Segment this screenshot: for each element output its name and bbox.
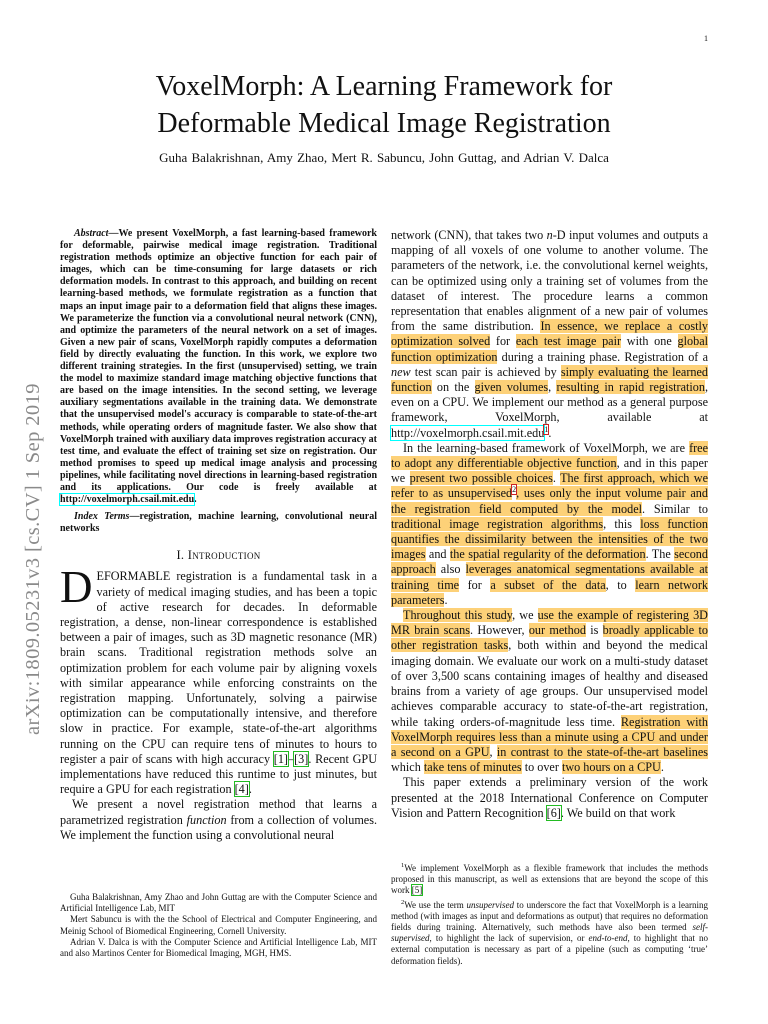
intro-text: . Recent GPU implementations have reduced this runtime to just minutes, but require a GPU for each registration: [60, 751, 377, 797]
body-text: This paper extends a preliminary version of the work presented at the 2018 International Conference on Computer Vision and Pattern Recognition: [391, 775, 708, 820]
body-text: to over: [521, 760, 562, 775]
emphasis-text: new: [391, 364, 411, 379]
highlight: loss function quantifies the dissimilarity between the intensities of the two images: [391, 516, 708, 562]
intro-text: We present a novel registration method that learns a parametrized registration: [60, 797, 377, 827]
highlight: learn network parameters: [391, 577, 708, 607]
footnote-text: to underscore the fact that VoxelMorph is a learning method (with images as input and deformations as output) that requires no deformation fields during training. Alternatively, such methods have also been termed: [391, 899, 708, 933]
body-text: , even on a CPU. We implement our method as a general purpose framework, VoxelMorph, available at: [391, 380, 708, 425]
highlight: , uses only the input volume pair and the registration field computed by the model: [391, 486, 708, 516]
body-text: , to: [605, 577, 636, 592]
highlight: our method: [528, 623, 586, 638]
body-text: which: [391, 760, 424, 775]
affiliation-note: Mert Sabuncu is with the the School of Electrical and Computer Engineering, and Meinig School of Biomedical Engineering, Cornell University.: [60, 914, 377, 936]
body-text: .: [444, 592, 448, 607]
affiliation-footnotes: [60, 892, 377, 959]
abstract-label: Abstract: [74, 228, 109, 239]
highlight: The first approach, which we refer to as unsupervised: [391, 471, 709, 501]
intro-text: EFORMABLE registration is a fundamental task in a variety of medical imaging studies, and has been a topic of active research for decades. In deformable registration, a dense, non-linear correspondence is established between a pair of images, such as 3D magnetic resonance (MR) brain scans. Traditional registration methods solve an optimization problem for each volume pair by aligning voxels with similar appearance while enforcing constraints on the registration mapping. Unfortunately, solving a pairwise optimization can be computationally intensive, and therefore slow in practice. For example, state-of-the-art algorithms running on the CPU can require tens of minutes to hours to register a pair of scans with high accuracy: [60, 569, 377, 766]
highlight: each test image pair: [515, 334, 622, 349]
highlight: Registration with VoxelMorph requires less than a minute using a CPU and under a second on a GPU: [391, 714, 709, 759]
body-text: .: [548, 425, 552, 440]
footnote-marker[interactable]: 2: [512, 485, 517, 495]
project-url-link[interactable]: http://voxelmorph.csail.mit.edu: [391, 425, 545, 440]
body-text: ,: [489, 744, 497, 759]
intro-paragraph-6: [391, 775, 708, 821]
footnote-2: [391, 897, 708, 967]
intro-paragraph-3: [391, 228, 708, 441]
highlight: broadly applicable to other registration tasks: [391, 623, 708, 653]
left-column: [60, 228, 377, 843]
citation-link[interactable]: [4]: [234, 782, 249, 797]
citation-link[interactable]: [1]: [273, 751, 288, 766]
body-text: .: [552, 471, 561, 486]
intro-paragraph-2: [60, 797, 377, 843]
author-list: Guha Balakrishnan, Amy Zhao, Mert R. Sabuncu, John Guttag, and Adrian V. Dalca: [159, 150, 609, 165]
footnote-number: 2: [401, 898, 405, 906]
page-number: 1: [704, 34, 708, 43]
highlight: use the example of registering 3D MR brain scans: [391, 608, 708, 638]
citation-link[interactable]: [6]: [546, 805, 561, 820]
abstract: [60, 228, 377, 506]
body-text: . We build on that work: [560, 805, 676, 820]
intro-text: .: [248, 782, 252, 797]
body-text: on the: [431, 380, 475, 395]
highlight: In essence, we replace a costly optimization solved: [391, 319, 708, 349]
body-text: ,: [548, 380, 557, 395]
highlight: simply evaluating the learned function: [391, 364, 708, 395]
body-text: , both within and beyond the medical imaging domain. We evaluate our work on a multi-study dataset of over 3,500 scans containing images of healthy and diseased brains from a variety of age groups. Our unsupervised model achieves comparable accuracy to state-of-the-art registration, while taking orders-of-magnitude less time.: [391, 638, 708, 729]
index-terms-body: —registration, machine learning, convolutional neural networks: [60, 511, 377, 535]
body-text: is: [585, 623, 603, 638]
highlight: resulting in rapid registration: [556, 380, 705, 395]
emphasis-text: self-supervised: [391, 922, 708, 944]
body-text: test scan pair is achieved by: [410, 364, 561, 379]
highlight: global function optimization: [391, 334, 708, 364]
intro-paragraph-4: [391, 441, 708, 608]
citation-link[interactable]: [5]: [411, 885, 423, 896]
section-heading-introduction: [60, 548, 377, 563]
highlight: traditional image registration algorithms: [391, 516, 604, 531]
body-text: also: [435, 562, 466, 577]
footnote-number: 1: [401, 862, 405, 869]
index-terms: [60, 511, 377, 535]
footnote-text: We use the term: [404, 899, 467, 910]
citation-dash: –: [288, 751, 295, 766]
abstract-body: —We present VoxelMorph, a fast learning-based framework for deformable, pairwise medical image registration. Traditional registration methods optimize an objective function for each pair of images, which can be time-consuming for large datasets or rich deformation models. In contrast to this approach, and building on recent learning-based methods, we formulate registration as a function that maps an input image pair to a deformation field that aligns these images. We parameterize the function via a convolutional neural network (CNN), and optimize the parameters of the neural network on a set of images. Given a new pair of scans, VoxelMorph rapidly computes a deformation field by directly evaluating the function. In this work, we explore two different training strategies. In the first (unsupervised) setting, we train the model to maximize standard image matching objective functions that are based on the image intensities. In the second setting, we leverage auxiliary segmentations available in the training data. We demonstrate that the unsupervised model's accuracy is comparable to state-of-the-art methods, while operating orders of magnitude faster. We also show that VoxelMorph trained with auxiliary data improves registration accuracy at test time, and evaluate the effect of training set size on registration. Our method promises to speed up medical image analysis and processing pipelines, while facilitating novel directions in learning-based registration and its applications. Our code is freely available at: [60, 228, 377, 493]
body-text: , and in this paper we: [391, 456, 708, 486]
section-title: Introduction: [187, 548, 261, 563]
highlight: leverages anatomical segmentations available at training time: [391, 562, 708, 592]
body-text: .: [660, 760, 664, 775]
highlight: take tens of minutes: [423, 760, 522, 775]
footnote-1: [391, 860, 708, 897]
highlight: present two possible choices: [409, 471, 553, 486]
affiliation-note: Adrian V. Dalca is with the Computer Science and Artificial Intelligence Lab, MIT and also Martinos Center for Biomedical Imaging, MGH, HMS.: [60, 936, 377, 959]
emphasis-text: end-to-end: [588, 933, 628, 944]
arxiv-identifier-stamp: arXiv:1809.05231v3 [cs.CV] 1 Sep 2019: [22, 383, 44, 735]
affiliation-note: Guha Balakrishnan, Amy Zhao and John Guttag are with the Computer Science and Artificial Intelligence Lab, MIT: [60, 892, 377, 914]
intro-paragraph-1: [60, 562, 377, 797]
intro-paragraph-5: [391, 608, 708, 775]
body-text: -D input volumes and outputs a mapping of all voxels of one volume to another volume. The parameters of the network, i.e. the convolutional kernel weights, can be optimized using only a training set of volumes from the dataset of interest. The procedure learns a common representation that enables alignment of a new pair of volumes from the same distribution.: [391, 228, 709, 334]
highlight: in contrast to the state-of-the-art baselines: [496, 744, 708, 759]
emphasis-text: unsupervised: [466, 899, 515, 910]
code-url-link[interactable]: http://voxelmorph.csail.mit.edu: [60, 494, 195, 506]
footnote-text: , to highlight that no external computation is necessary as part of a pipeline (such as computing ‘true’ deformation fields).: [391, 933, 708, 966]
body-text: . The: [645, 547, 675, 562]
body-text: . Similar to: [642, 501, 708, 516]
right-column: [391, 228, 708, 821]
body-text: In the learning-based framework of VoxelMorph, we are: [403, 440, 690, 455]
body-text: . However,: [469, 623, 529, 638]
drop-cap: D: [60, 562, 93, 613]
intro-text: from a collection of volumes. We implement the function using a convolutional neural: [60, 812, 378, 842]
emphasis-text: function: [186, 812, 227, 827]
section-number: I.: [176, 548, 185, 563]
math-symbol: n: [546, 228, 553, 242]
highlight: two hours on a CPU: [561, 760, 661, 775]
highlight: free to adopt any differentiable objective function: [391, 440, 708, 471]
body-text: and: [425, 547, 450, 562]
title-line-2: Deformable Medical Image Registration: [157, 108, 611, 139]
footnote-text: , to highlight the lack of supervision, or: [429, 933, 589, 944]
highlight: given volumes: [474, 380, 549, 395]
abstract-end: .: [194, 494, 197, 506]
highlight: Throughout this study: [403, 608, 513, 623]
body-text: with one: [621, 334, 678, 349]
footnote-text: We implement VoxelMorph as a flexible framework that includes the methods proposed in this manuscript, as well as extensions that are beyond the scope of this work: [391, 863, 708, 896]
highlight: second approach: [391, 547, 708, 577]
footnote-marker[interactable]: 1: [544, 424, 549, 434]
body-text: for: [459, 577, 491, 592]
index-terms-label: Index Terms: [74, 511, 130, 523]
body-text: during a training phase. Registration of a: [497, 349, 708, 364]
body-text: for: [490, 334, 516, 349]
title-line-1: VoxelMorph: A Learning Framework for: [155, 71, 613, 102]
body-text: network (CNN), that takes two: [391, 228, 547, 242]
page-footnotes: [391, 860, 708, 967]
highlight: the spatial regularity of the deformation: [449, 547, 646, 562]
highlight: a subset of the data: [490, 577, 606, 592]
body-text: , we: [512, 608, 538, 623]
paper-title: [60, 68, 708, 142]
body-text: , this: [603, 516, 641, 531]
citation-link[interactable]: [3]: [294, 751, 309, 766]
